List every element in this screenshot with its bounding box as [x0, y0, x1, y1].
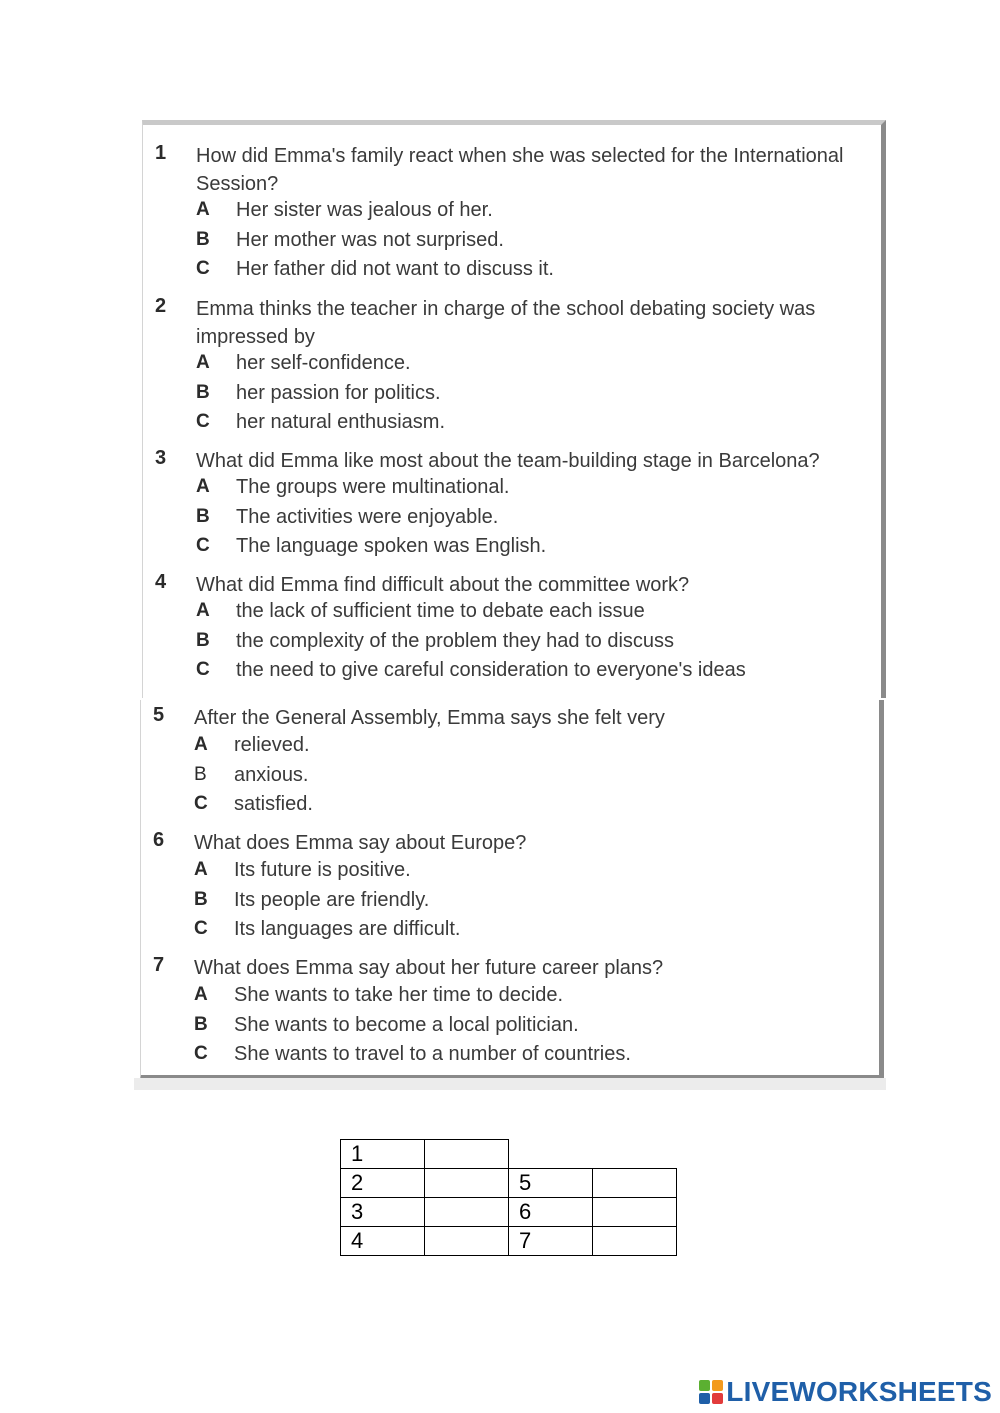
answer-number: 3 — [341, 1198, 425, 1227]
option-letter: C — [196, 258, 210, 279]
option-letter: A — [194, 859, 208, 880]
table-row — [341, 1198, 677, 1227]
option-letter: C — [194, 1043, 208, 1064]
empty-cell — [509, 1140, 593, 1169]
question-number: 7 — [153, 954, 165, 976]
question-number: 5 — [153, 704, 165, 726]
brand-text: LIVEWORKSHEETS — [726, 1376, 992, 1407]
option-letter: B — [196, 229, 210, 250]
liveworksheets-icon — [698, 1379, 724, 1405]
option-letter: A — [196, 352, 210, 373]
option-text: Her father did not want to discuss it. — [236, 258, 554, 280]
option-text: Her mother was not surprised. — [236, 229, 504, 251]
option-letter: A — [194, 734, 208, 755]
option-letter: C — [196, 659, 210, 680]
option-text: the complexity of the problem they had to discuss — [236, 630, 675, 652]
option-text: anxious. — [234, 764, 309, 786]
empty-cell — [593, 1140, 677, 1169]
question-text: After the General Assembly, Emma says she felt very — [194, 707, 665, 729]
option-text: She wants to take her time to decide. — [234, 984, 564, 1006]
answer-input[interactable] — [593, 1198, 677, 1227]
answer-number: 2 — [341, 1169, 425, 1198]
answer-number: 7 — [509, 1227, 593, 1256]
option-letter: B — [194, 889, 208, 910]
question-text: What did Emma find difficult about the committee work? — [196, 574, 690, 596]
answer-input[interactable] — [425, 1140, 509, 1169]
option-text: The language spoken was English. — [236, 535, 547, 557]
option-letter: B — [194, 764, 207, 785]
option-letter: A — [196, 199, 210, 220]
answer-number: 5 — [509, 1169, 593, 1198]
table-row — [341, 1169, 677, 1198]
question-text: What does Emma say about Europe? — [194, 832, 527, 854]
question-text: What did Emma like most about the team-building stage in Barcelona? — [196, 450, 820, 472]
option-text: She wants to travel to a number of countries. — [234, 1043, 631, 1065]
answer-input[interactable] — [425, 1169, 509, 1198]
answer-number: 6 — [509, 1198, 593, 1227]
question-number: 1 — [155, 142, 167, 164]
option-letter: B — [194, 1014, 208, 1035]
question-number: 3 — [155, 447, 167, 469]
option-letter: B — [196, 630, 210, 651]
option-letter: B — [196, 506, 210, 527]
option-text: the need to give careful consideration to everyone's ideas — [236, 659, 746, 681]
option-text: The activities were enjoyable. — [236, 506, 499, 528]
answer-number: 4 — [341, 1227, 425, 1256]
option-text: her self-confidence. — [236, 352, 411, 374]
table-row — [341, 1140, 677, 1169]
option-text: satisfied. — [234, 793, 313, 815]
option-text: Its languages are difficult. — [234, 918, 461, 940]
option-letter: C — [196, 411, 210, 432]
questions-panel-top — [142, 120, 886, 698]
question-text: How did Emma's family react when she was selected for the International Session? — [196, 145, 844, 195]
question-text: What does Emma say about her future career plans? — [194, 957, 664, 979]
option-letter: B — [196, 382, 210, 403]
answer-input[interactable] — [425, 1198, 509, 1227]
option-letter: C — [196, 535, 210, 556]
question-number: 2 — [155, 295, 167, 317]
questions-panel-bottom — [140, 700, 884, 1080]
option-letter: A — [196, 600, 210, 621]
answer-input[interactable] — [593, 1227, 677, 1256]
liveworksheets-logo[interactable] — [698, 1376, 992, 1408]
question-text: Emma thinks the teacher in charge of the school debating society was impressed by — [196, 298, 816, 348]
answer-input[interactable] — [593, 1169, 677, 1198]
option-text: the lack of sufficient time to debate each issue — [236, 600, 645, 622]
question-number: 4 — [155, 571, 167, 593]
option-text: She wants to become a local politician. — [234, 1014, 579, 1036]
option-text: relieved. — [234, 734, 310, 756]
option-text: her passion for politics. — [236, 382, 441, 404]
option-text: Her sister was jealous of her. — [236, 199, 493, 221]
answer-number: 1 — [341, 1140, 425, 1169]
option-letter: A — [196, 476, 210, 497]
option-letter: A — [194, 984, 208, 1005]
answer-input[interactable] — [425, 1227, 509, 1256]
option-letter: C — [194, 793, 208, 814]
answer-table — [340, 1139, 677, 1256]
panel-shadow — [134, 1078, 886, 1090]
table-row — [341, 1227, 677, 1256]
option-text: Its future is positive. — [234, 859, 411, 881]
option-text: Its people are friendly. — [234, 889, 430, 911]
option-text: her natural enthusiasm. — [236, 411, 446, 433]
option-text: The groups were multinational. — [236, 476, 510, 498]
option-letter: C — [194, 918, 208, 939]
question-number: 6 — [153, 829, 165, 851]
